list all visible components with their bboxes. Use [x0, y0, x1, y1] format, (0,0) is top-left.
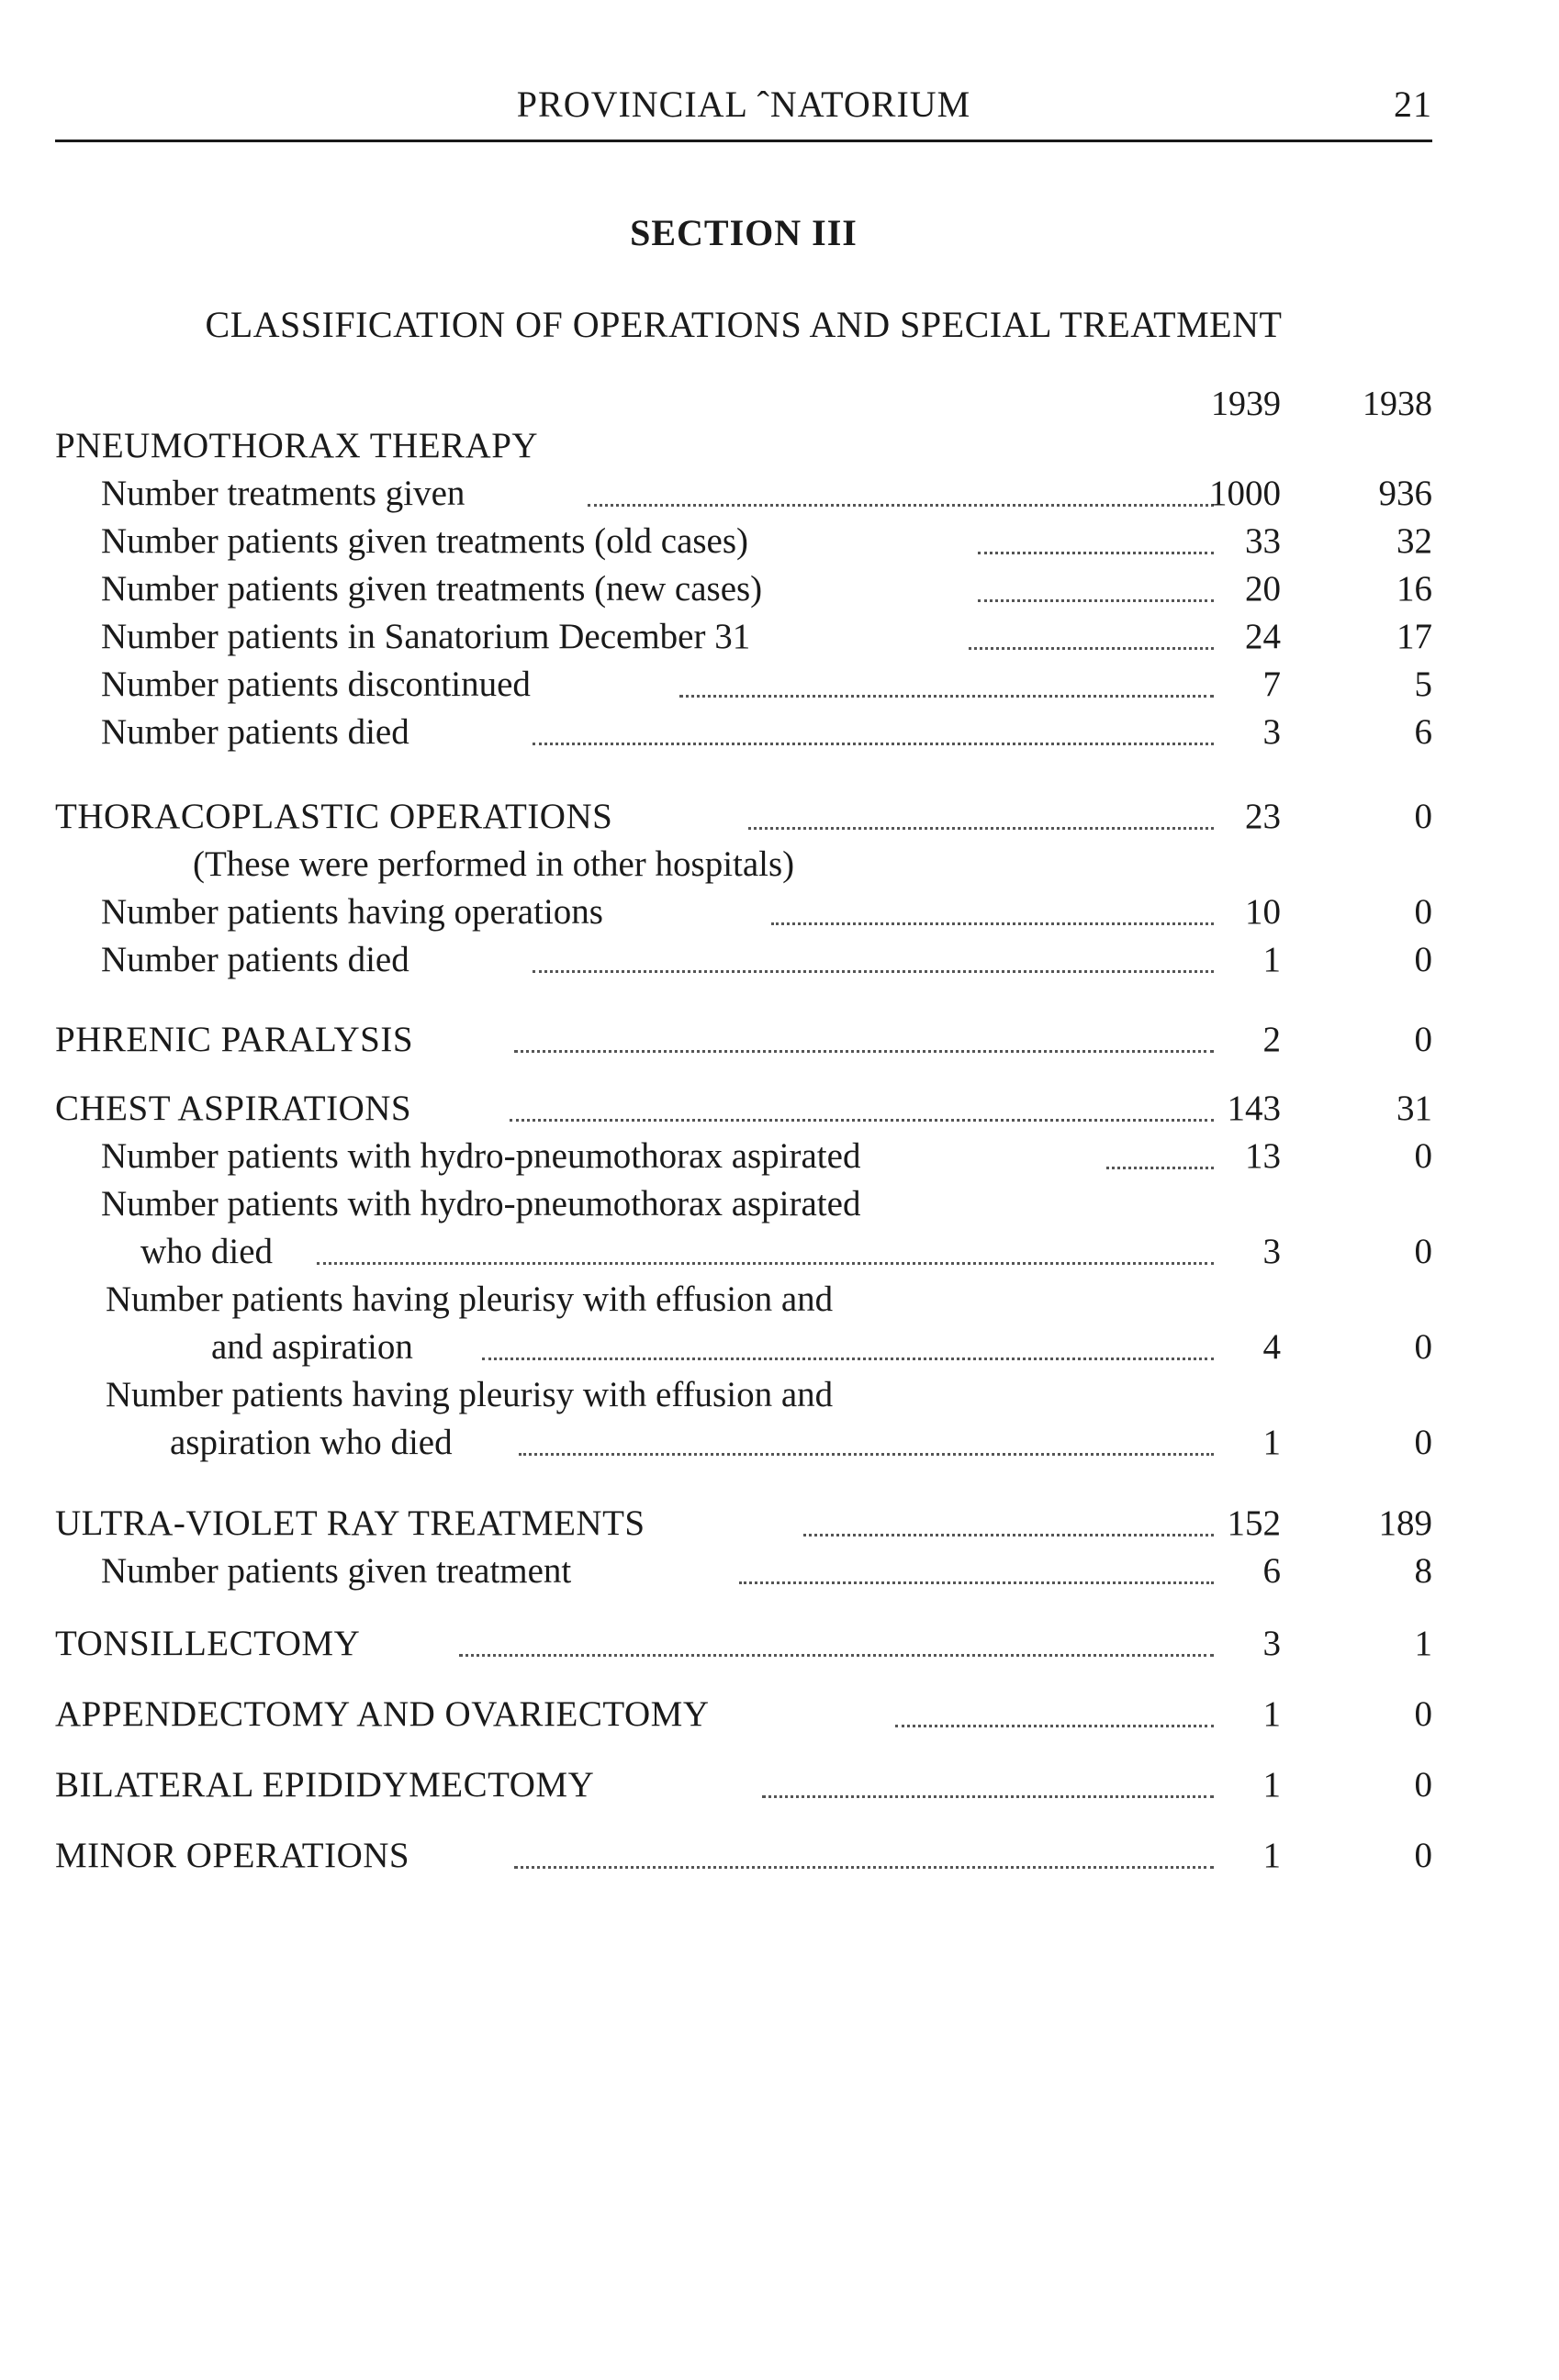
- table-row: [55, 841, 1432, 888]
- table-row: [55, 1761, 1432, 1809]
- value-1939: 2: [1262, 1020, 1281, 1059]
- dot-leader: [588, 504, 1214, 507]
- value-1938: 0: [1414, 1765, 1432, 1805]
- value-1938: 936: [1378, 474, 1432, 513]
- category-label: MINOR OPERATIONS: [55, 1836, 419, 1875]
- section-title: SECTION III: [630, 212, 858, 253]
- table-row: [55, 888, 1432, 936]
- main-title: CLASSIFICATION OF OPERATIONS AND SPECIAL TREATMENT: [205, 304, 1283, 345]
- category-label: BILATERAL EPIDIDYMECTOMY: [55, 1765, 603, 1805]
- dot-leader: [762, 1795, 1214, 1798]
- dot-leader: [533, 970, 1214, 973]
- value-1939: 4: [1262, 1327, 1281, 1367]
- value-1939: 1000: [1209, 474, 1281, 513]
- dot-leader: [317, 1262, 1214, 1265]
- value-1939: 6: [1262, 1551, 1281, 1591]
- header-rule: [55, 140, 1432, 142]
- running-head: [55, 83, 1432, 128]
- value-1939: 3: [1262, 712, 1281, 752]
- table-row: [55, 1016, 1432, 1064]
- value-1939: 10: [1245, 892, 1281, 932]
- value-1938: 0: [1414, 1694, 1432, 1734]
- category-label: CHEST ASPIRATIONS: [55, 1089, 421, 1128]
- value-1939: 1: [1262, 1765, 1281, 1805]
- table-row: [55, 613, 1432, 661]
- value-1938: 1: [1414, 1624, 1432, 1663]
- value-1939: 1: [1262, 1694, 1281, 1734]
- dot-leader: [771, 922, 1214, 925]
- value-1939: 1: [1262, 1836, 1281, 1875]
- row-label: Number patients with hydro-pneumothorax aspirated: [101, 1184, 861, 1224]
- category-label: TONSILLECTOMY: [55, 1624, 369, 1663]
- dot-leader: [514, 1050, 1214, 1053]
- value-1939: 1: [1262, 1423, 1281, 1462]
- table-row: [55, 1832, 1432, 1880]
- table-row: [55, 793, 1432, 841]
- value-1939: 33: [1245, 521, 1281, 561]
- table-row: [55, 1500, 1432, 1548]
- dot-leader: [803, 1534, 1214, 1536]
- value-1939: 1: [1262, 940, 1281, 979]
- category-label: ULTRA-VIOLET RAY TREATMENTS: [55, 1503, 655, 1543]
- row-label: Number patients in Sanatorium December 31: [101, 617, 759, 656]
- value-1938: 17: [1396, 617, 1432, 656]
- table-row: [55, 565, 1432, 613]
- dot-leader: [739, 1581, 1214, 1584]
- value-1938: 0: [1414, 892, 1432, 932]
- value-1938: 0: [1414, 1836, 1432, 1875]
- year-header-1938: 1938: [1363, 385, 1432, 423]
- value-1939: 3: [1262, 1624, 1281, 1663]
- table-row: [55, 1324, 1432, 1371]
- row-label: Number patients having pleurisy with effusion and: [106, 1279, 834, 1319]
- table-row: [55, 1180, 1432, 1228]
- table-row: [55, 518, 1432, 565]
- value-1939: 152: [1227, 1503, 1281, 1543]
- value-1939: 7: [1262, 665, 1281, 704]
- category-label: PNEUMOTHORAX THERAPY: [55, 426, 539, 465]
- value-1938: 189: [1378, 1503, 1432, 1543]
- table-row: [55, 1620, 1432, 1668]
- dot-leader: [514, 1866, 1214, 1869]
- table-row: [55, 709, 1432, 756]
- dot-leader: [679, 695, 1214, 698]
- row-label: Number patients given treatments (old cases): [101, 521, 757, 561]
- dot-leader: [519, 1453, 1214, 1456]
- row-note: (These were performed in other hospitals): [193, 844, 795, 884]
- row-label: Number patients with hydro-pneumothorax aspirated: [101, 1136, 869, 1176]
- table-row: [55, 1548, 1432, 1595]
- value-1938: 31: [1396, 1089, 1432, 1128]
- value-1939: 143: [1227, 1089, 1281, 1128]
- table-row: [55, 1085, 1432, 1133]
- year-header-1939: 1939: [1211, 385, 1281, 423]
- row-label: Number treatments given: [101, 474, 474, 513]
- row-label: Number patients died: [101, 940, 419, 979]
- value-1938: 32: [1396, 521, 1432, 561]
- row-label: and aspiration: [211, 1327, 422, 1367]
- row-label: Number patients having pleurisy with effusion and: [106, 1375, 834, 1414]
- table-row: [55, 1133, 1432, 1180]
- value-1939: 3: [1262, 1232, 1281, 1271]
- category-label: APPENDECTOMY AND OVARIECTOMY: [55, 1694, 718, 1734]
- value-1939: 24: [1245, 617, 1281, 656]
- category-label: THORACOPLASTIC OPERATIONS: [55, 797, 622, 836]
- table-row: [55, 1419, 1432, 1467]
- value-1938: 0: [1414, 940, 1432, 979]
- table-row: [55, 1276, 1432, 1324]
- dot-leader: [533, 743, 1214, 745]
- row-label: Number patients discontinued: [101, 665, 540, 704]
- value-1938: 0: [1414, 1136, 1432, 1176]
- value-1939: 13: [1245, 1136, 1281, 1176]
- table-row: [55, 422, 1432, 470]
- table-row: [55, 1228, 1432, 1276]
- value-1938: 0: [1414, 1232, 1432, 1271]
- row-label: who died: [140, 1232, 282, 1271]
- value-1938: 0: [1414, 1327, 1432, 1367]
- table-row: [55, 936, 1432, 984]
- dot-leader: [482, 1358, 1214, 1360]
- row-label: Number patients died: [101, 712, 419, 752]
- value-1938: 16: [1396, 569, 1432, 609]
- value-1939: 23: [1245, 797, 1281, 836]
- row-label: Number patients having operations: [101, 892, 612, 932]
- value-1938: 0: [1414, 1020, 1432, 1059]
- value-1938: 6: [1414, 712, 1432, 752]
- value-1938: 0: [1414, 797, 1432, 836]
- category-label: PHRENIC PARALYSIS: [55, 1020, 422, 1059]
- dot-leader: [510, 1119, 1214, 1122]
- value-1939: 20: [1245, 569, 1281, 609]
- row-label: Number patients given treatment: [101, 1551, 580, 1591]
- table-row: [55, 1371, 1432, 1419]
- value-1938: 8: [1414, 1551, 1432, 1591]
- dot-leader: [748, 827, 1214, 830]
- running-title: PROVINCIAL ˆNATORIUM: [516, 84, 971, 125]
- table-row: [55, 1691, 1432, 1738]
- row-label: aspiration who died: [170, 1423, 462, 1462]
- row-label: Number patients given treatments (new cases): [101, 569, 771, 609]
- page-number: 21: [1394, 84, 1432, 125]
- dot-leader: [459, 1654, 1214, 1657]
- table-row: [55, 661, 1432, 709]
- value-1938: 5: [1414, 665, 1432, 704]
- value-1938: 0: [1414, 1423, 1432, 1462]
- table-row: [55, 470, 1432, 518]
- dot-leader: [895, 1725, 1214, 1727]
